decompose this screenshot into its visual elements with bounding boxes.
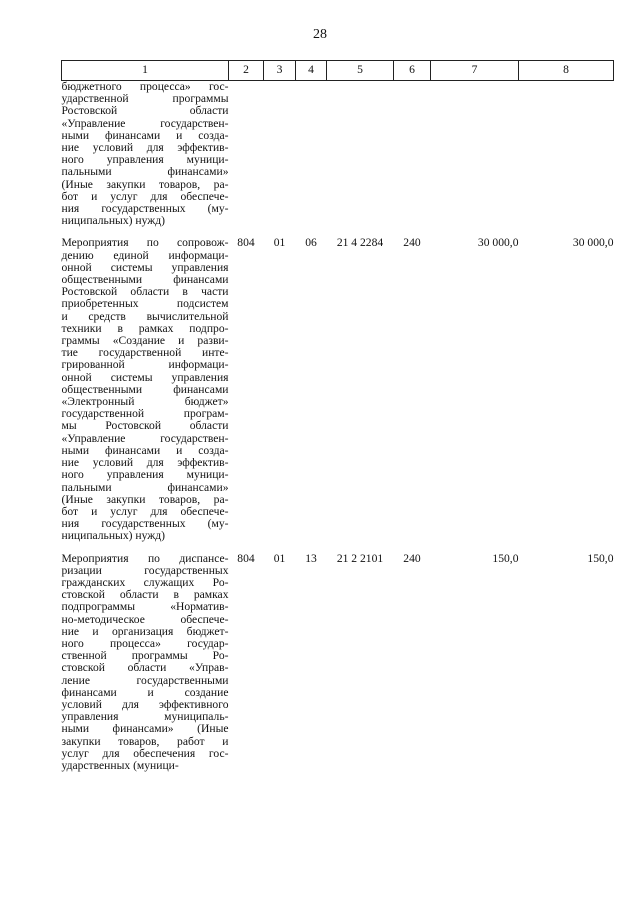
target-article-code xyxy=(327,81,394,228)
amount-year-1 xyxy=(431,81,519,228)
column-header: 5 xyxy=(327,61,394,81)
description-line: услуг для обеспечения гос- xyxy=(61,746,229,760)
description-line: Ростовской области в части xyxy=(61,285,229,299)
target-article-code: 21 4 2284 xyxy=(336,236,384,250)
description-line: тие государственной инте- xyxy=(61,346,229,360)
table-row xyxy=(62,81,614,228)
description-line: закупки товаров, работ и xyxy=(61,734,229,748)
amount-year-1: 30 000,0 xyxy=(477,236,519,250)
description-line: бот и услуг для обеспече- xyxy=(61,189,229,203)
description-line: условий для эффективного xyxy=(61,697,229,711)
description-line: стовской области в рамках xyxy=(61,588,229,602)
description-line: ными финансами и созда- xyxy=(61,443,229,457)
description-line: гражданских служащих Ро- xyxy=(61,575,229,589)
description-line: онной системы управления xyxy=(61,370,229,384)
description-line: ниципальных) нужд) xyxy=(61,529,166,543)
column-header: 3 xyxy=(264,61,296,81)
description-line: подпрограммы «Норматив- xyxy=(61,600,229,614)
description-line: ние условий для эффектив- xyxy=(61,141,229,155)
description-line: ударственной программы xyxy=(61,92,229,106)
description-line: (Иные закупки товаров, ра- xyxy=(61,492,229,506)
table-header-row xyxy=(62,61,614,81)
description-line: государственной програм- xyxy=(61,407,229,421)
description-line: ние и организация бюджет- xyxy=(61,624,229,638)
description-line: ниципальных) нужд) xyxy=(61,214,166,228)
description-line: онной системы управления xyxy=(61,260,229,274)
subsection-code xyxy=(296,81,327,228)
description-line: ния государственных (му- xyxy=(61,202,229,216)
amount-year-2: 30 000,0 xyxy=(572,236,614,250)
description-line: ление государственными xyxy=(61,673,229,687)
description-line: ударственных (муници- xyxy=(61,758,179,772)
description-line: бюджетного процесса» гос- xyxy=(61,80,229,93)
column-header: 1 xyxy=(62,61,229,81)
description-line: стовской области «Управ- xyxy=(61,661,229,675)
description-line: ния государственных (му- xyxy=(61,517,229,531)
description-line: общественными финансами xyxy=(61,382,229,396)
description-line: общественными финансами xyxy=(61,273,229,287)
table-row xyxy=(62,553,614,773)
ministry-code: 804 xyxy=(237,551,255,565)
ministry-code: 804 xyxy=(237,236,255,250)
description-line: грированной информаци- xyxy=(61,358,229,372)
description-line: ственной программы Ро- xyxy=(61,649,229,663)
budget-table xyxy=(61,60,614,772)
description-line: граммы «Создание и разви- xyxy=(61,334,229,348)
column-header: 6 xyxy=(394,61,431,81)
description-line: Мероприятия по диспансе- xyxy=(61,551,229,565)
item-description xyxy=(62,237,229,542)
page-number: 28 xyxy=(313,27,327,42)
description-line: Мероприятия по сопровож- xyxy=(61,236,229,250)
description-line: ние условий для эффектив- xyxy=(61,456,229,470)
section-code xyxy=(264,81,296,228)
description-line: но-методическое обеспече- xyxy=(61,612,229,626)
description-line: дению единой информаци- xyxy=(61,248,229,262)
amount-year-2 xyxy=(519,81,614,228)
item-description xyxy=(62,553,229,773)
description-line: приобретенных подсистем xyxy=(61,297,229,311)
item-description xyxy=(62,81,229,228)
column-header: 4 xyxy=(296,61,327,81)
section-code: 01 xyxy=(273,236,286,250)
description-line: (Иные закупки товаров, ра- xyxy=(61,177,229,191)
description-line: управления муниципаль- xyxy=(61,710,229,724)
description-line: ного процесса» государ- xyxy=(61,636,229,650)
expense-type-code xyxy=(394,81,431,228)
expense-type-code: 240 xyxy=(403,551,421,565)
description-line: Ростовской области xyxy=(61,104,229,118)
description-line: ризации государственных xyxy=(61,563,229,577)
table-body xyxy=(62,81,614,773)
description-line: финансами и создание xyxy=(61,685,229,699)
expense-type-code: 240 xyxy=(403,236,421,250)
subsection-code: 13 xyxy=(305,551,317,565)
column-header: 2 xyxy=(229,61,264,81)
column-header: 8 xyxy=(519,61,614,81)
description-line: ного управления муници- xyxy=(61,468,229,482)
description-line: «Управление государствен- xyxy=(61,116,229,130)
section-code: 01 xyxy=(273,551,286,565)
column-header: 7 xyxy=(431,61,519,81)
ministry-code xyxy=(229,81,264,228)
description-line: и средств вычислительной xyxy=(61,309,229,323)
subsection-code: 06 xyxy=(305,236,317,250)
description-line: пальными финансами» xyxy=(61,480,229,494)
description-line: ными финансами» (Иные xyxy=(61,722,229,736)
amount-year-1: 150,0 xyxy=(492,551,519,565)
description-line: техники в рамках подпро- xyxy=(61,321,229,335)
target-article-code: 21 2 2101 xyxy=(336,551,384,565)
description-line: «Управление государствен- xyxy=(61,431,229,445)
description-line: ного управления муници- xyxy=(61,153,229,167)
description-line: мы Ростовской области xyxy=(61,419,229,433)
description-line: ными финансами и созда- xyxy=(61,128,229,142)
amount-year-2: 150,0 xyxy=(587,551,614,565)
description-line: бот и услуг для обеспече- xyxy=(61,504,229,518)
description-line: «Электронный бюджет» xyxy=(61,395,229,409)
table-row xyxy=(62,237,614,542)
description-line: пальными финансами» xyxy=(61,165,229,179)
